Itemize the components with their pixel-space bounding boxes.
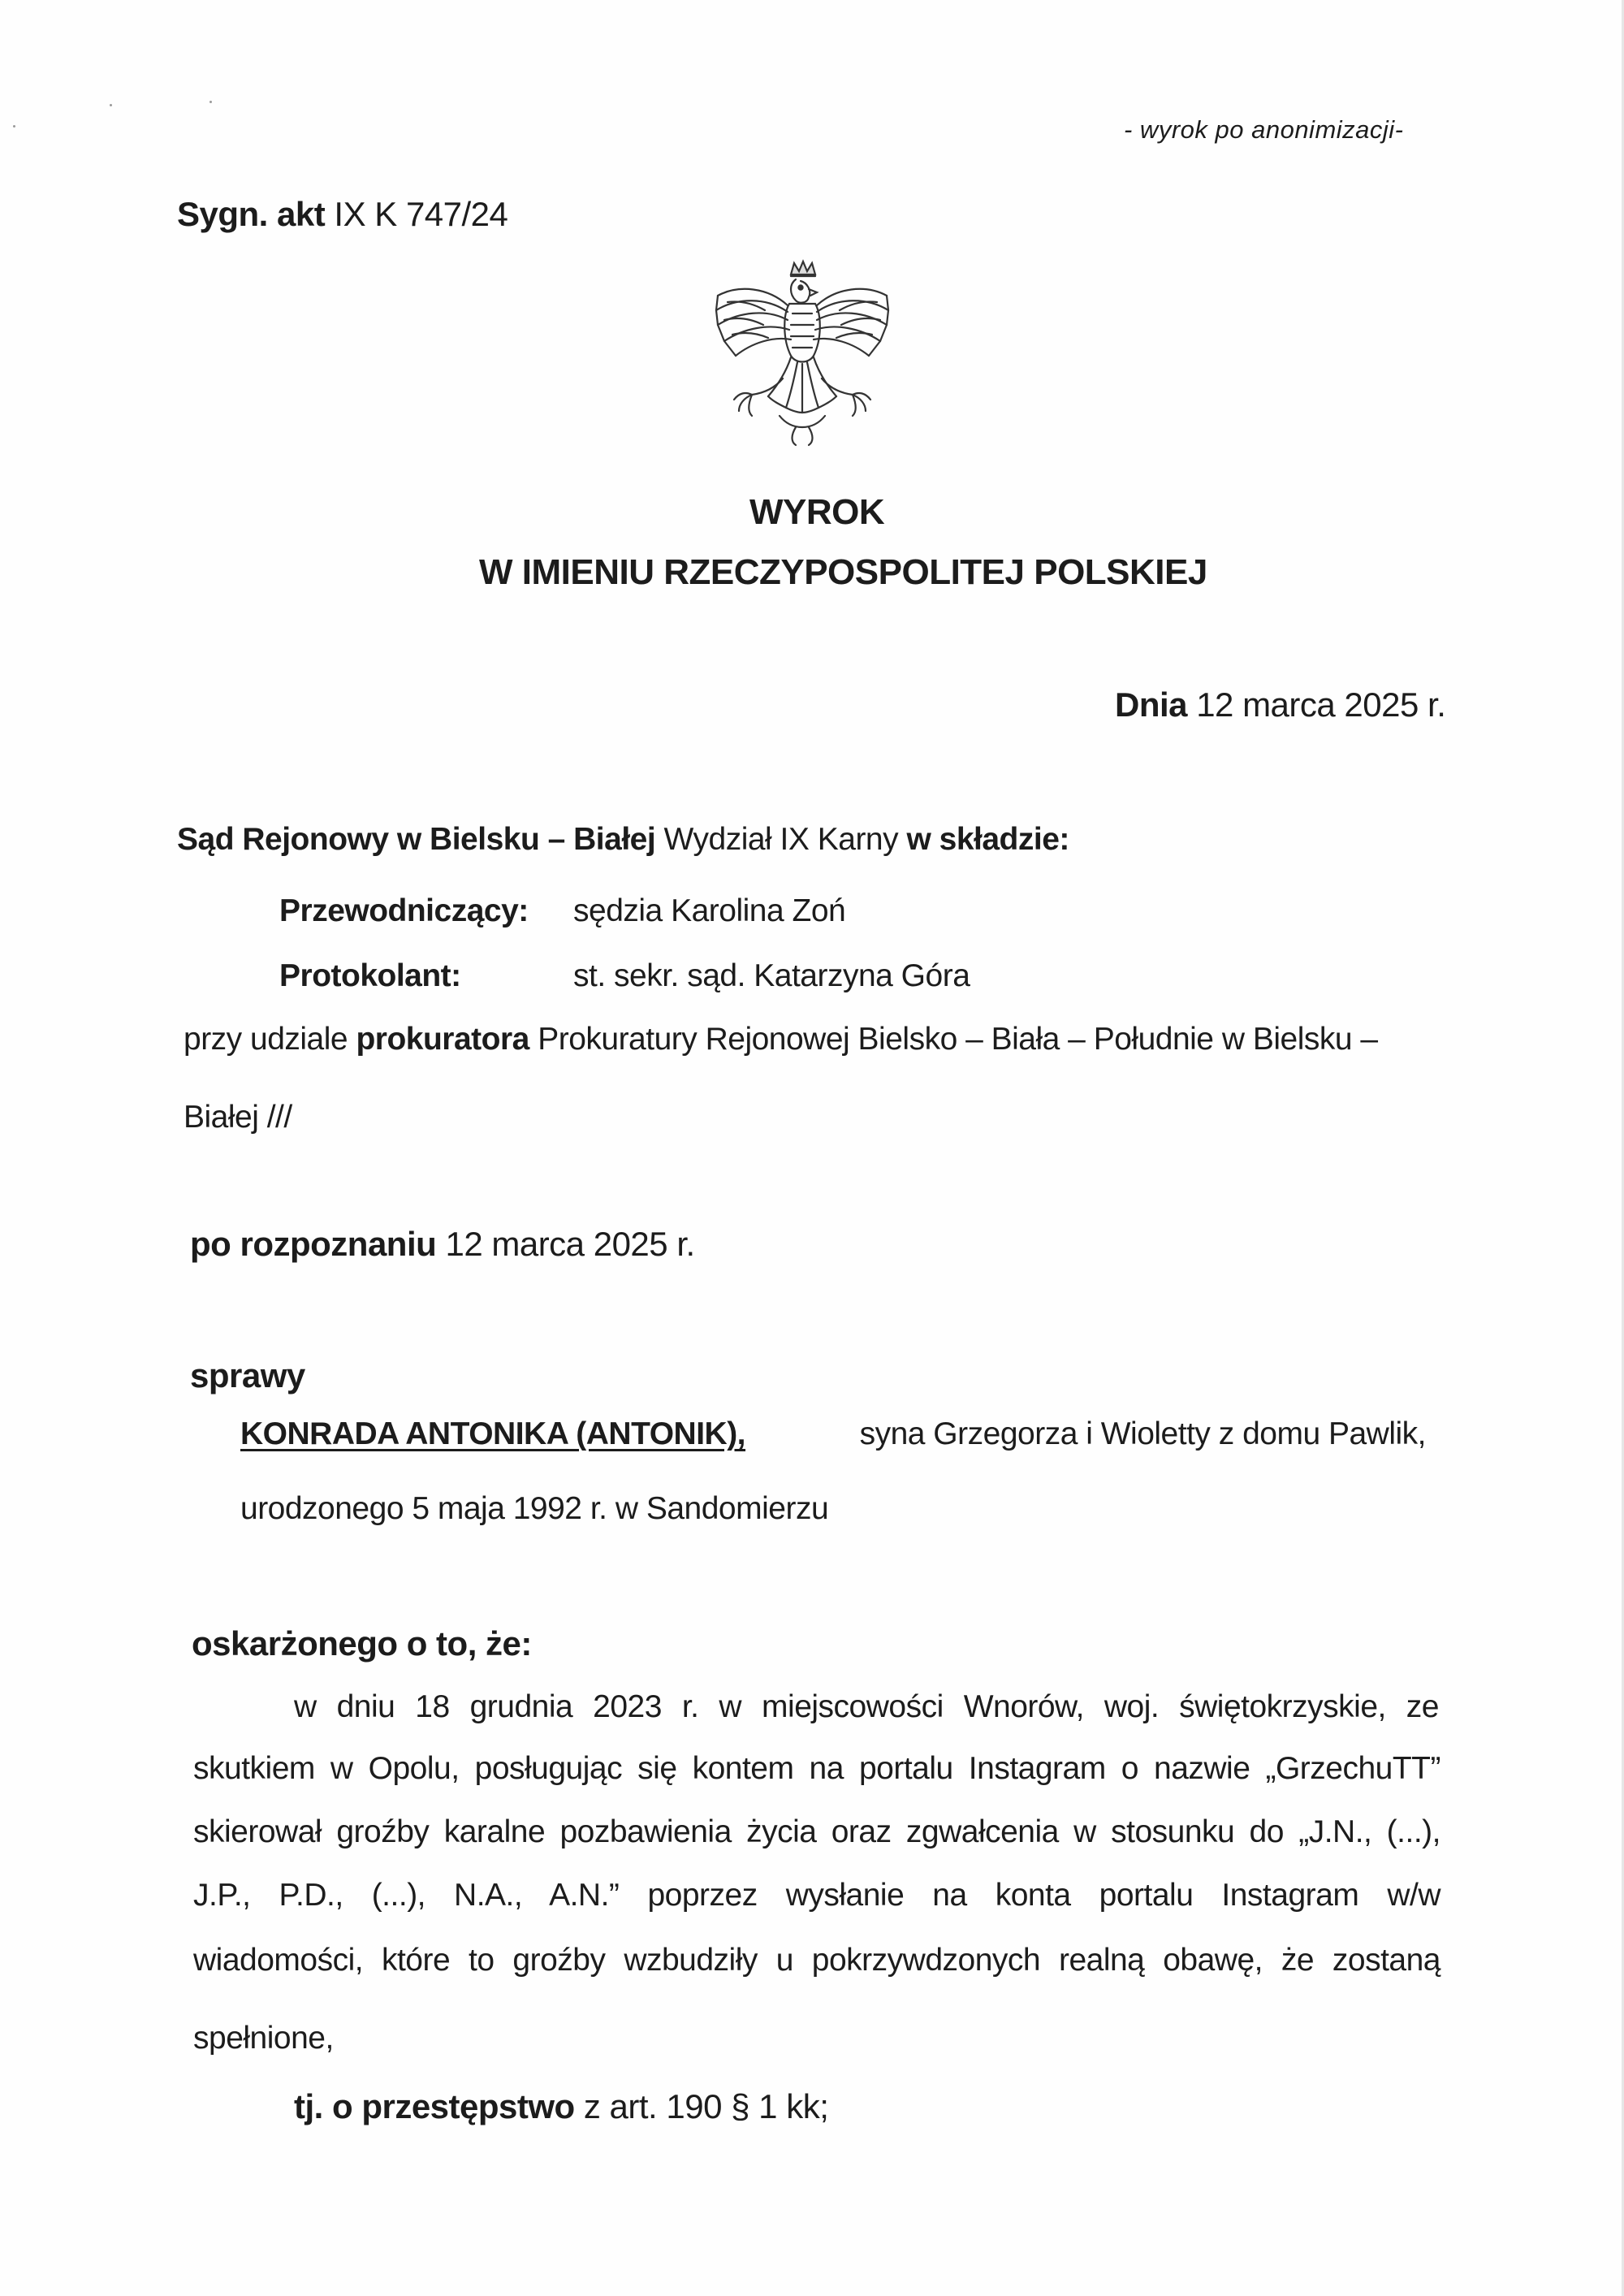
prosecutor-value-line1: Prokuratury Rejonowej Bielsko – Biała – Południe w Bielsku –	[538, 1022, 1378, 1057]
offence-line	[294, 2087, 828, 2126]
offence-label: tj. o przestępstwo	[294, 2087, 575, 2125]
date-value: 12 marca 2025 r.	[1196, 685, 1446, 724]
charge-line-3: skierował groźby karalne pozbawienia życia oraz zgwałcenia w stosunku do „J.N., (...),	[193, 1814, 1440, 1849]
charge-line-4: J.P., P.D., (...), N.A., A.N.” poprzez wysłanie na konta portalu Instagram w/w	[193, 1878, 1440, 1913]
defendant-name: KONRADA ANTONIKA (ANTONIK),	[240, 1416, 746, 1451]
clerk-value: st. sekr. sąd. Katarzyna Góra	[573, 958, 970, 993]
anonymization-note: - wyrok po anonimizacji-	[1124, 115, 1404, 144]
charge-line-1: w dniu 18 grudnia 2023 r. w miejscowości Wnorów, woj. świętokrzyskie, ze	[294, 1689, 1439, 1724]
defendant-details-line1: syna Grzegorza i Wioletty z domu Pawlik,	[859, 1416, 1426, 1451]
hearing-line	[190, 1225, 695, 1264]
chair-label: Przewodniczący:	[279, 893, 529, 928]
judgment-title: WYROK	[749, 492, 885, 532]
case-number	[177, 195, 508, 234]
chair-value: sędzia Karolina Zoń	[573, 893, 846, 928]
charge-line-6: spełnione,	[193, 2021, 334, 2056]
court-division: Wydział IX Karny	[663, 822, 899, 857]
charge-line-5: wiadomości, które to groźby wzbudziły u pokrzywdzonych realną obawę, że zostaną	[193, 1943, 1440, 1978]
court-name: Sąd Rejonowy w Bielsku – Białej	[177, 822, 656, 857]
scan-speck	[13, 125, 15, 128]
hearing-value: 12 marca 2025 r.	[445, 1225, 695, 1263]
polish-eagle-emblem-icon	[705, 257, 900, 456]
hearing-label: po rozpoznaniu	[190, 1225, 437, 1263]
defendant-details-line2: urodzonego 5 maja 1992 r. w Sandomierzu	[240, 1491, 829, 1526]
defendant-line	[240, 1416, 1426, 1452]
offence-value: z art. 190 § 1 kk;	[583, 2087, 829, 2125]
judgment-date	[1115, 685, 1445, 724]
date-label: Dnia	[1115, 685, 1188, 724]
charge-line-2: skutkiem w Opolu, posługując się kontem na portalu Instagram o nazwie „GrzechuTT”	[193, 1751, 1440, 1786]
scan-speck	[110, 104, 112, 106]
prosecutor-value-line2: Białej ///	[184, 1100, 292, 1135]
case-label: sprawy	[190, 1356, 305, 1394]
judgment-subtitle: W IMIENIU RZECZYPOSPOLITEJ POLSKIEJ	[479, 552, 1207, 592]
clerk-label: Protokolant:	[279, 958, 461, 993]
prosecutor-line	[184, 1022, 1378, 1057]
scan-speck	[209, 101, 212, 103]
case-number-label: Sygn. akt	[177, 195, 326, 233]
case-number-value: IX K 747/24	[334, 195, 508, 233]
charge-label: oskarżonego o to, że:	[192, 1624, 532, 1663]
composition-label: w składzie:	[906, 822, 1069, 857]
prosecutor-label: prokuratora	[356, 1022, 529, 1057]
prosecutor-prefix: przy udziale	[184, 1022, 348, 1057]
court-line	[177, 822, 1069, 858]
